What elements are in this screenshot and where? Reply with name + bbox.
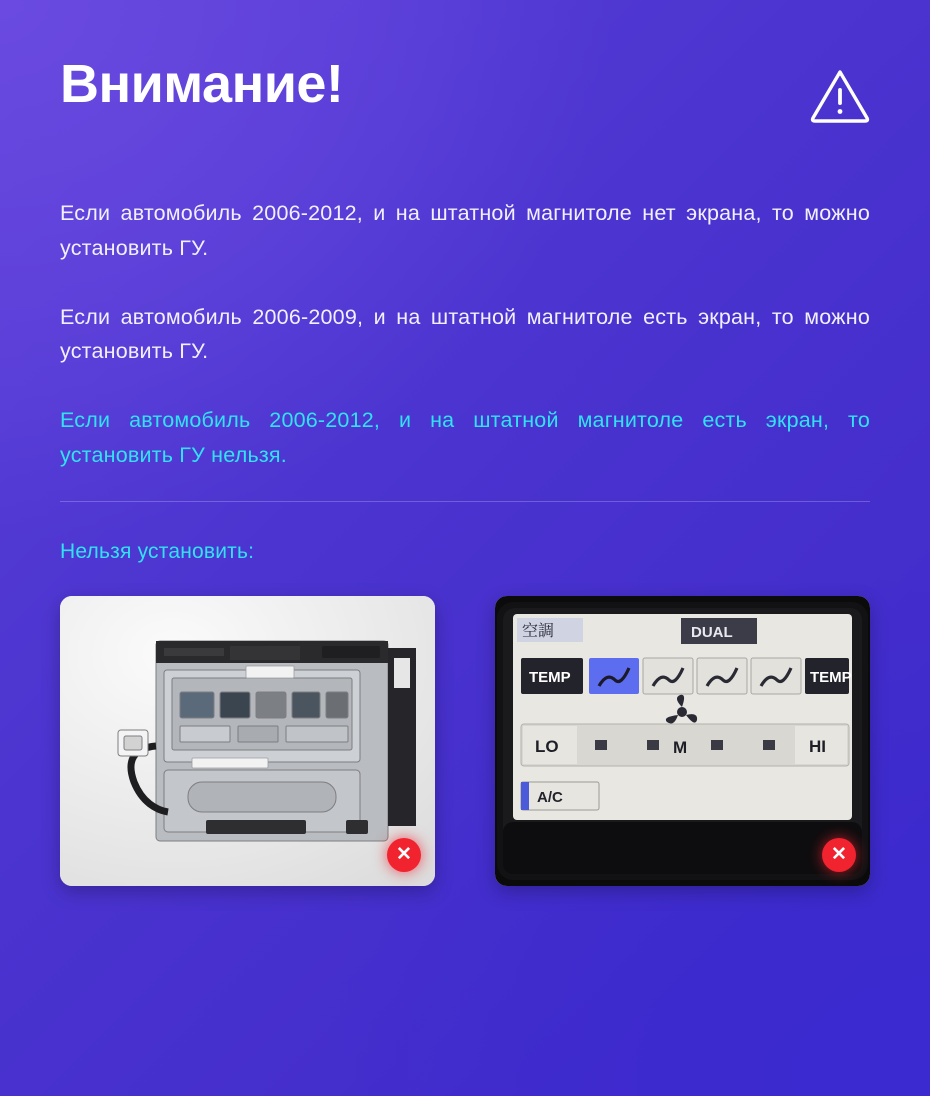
gallery-item-climate-panel[interactable] xyxy=(495,596,870,886)
gallery xyxy=(60,596,870,886)
warning-triangle-icon xyxy=(810,68,870,124)
paragraph-3: Если автомобиль 2006-2012, и на штатной магнитоле есть экран, то установить ГУ нельзя. xyxy=(60,408,870,468)
section-divider xyxy=(60,501,870,502)
page-header xyxy=(60,0,870,124)
svg-text:DUAL: DUAL xyxy=(691,623,733,641)
svg-text:HI: HI xyxy=(809,736,826,756)
svg-text:TEMP: TEMP xyxy=(529,668,571,686)
not-allowed-badge: ✕ xyxy=(387,838,421,872)
warning-text-block xyxy=(60,196,870,473)
not-allowed-badge: ✕ xyxy=(822,838,856,872)
svg-text:A/C: A/C xyxy=(537,788,563,806)
gallery-subtitle: Нельзя установить: xyxy=(60,539,255,563)
head-unit-chassis-photo xyxy=(60,596,435,886)
svg-text:LO: LO xyxy=(535,736,559,756)
svg-text:M: M xyxy=(673,737,688,757)
paragraph-1: Если автомобиль 2006-2012, и на штатной магнитоле нет экрана, то можно установить ГУ. xyxy=(60,201,870,260)
paragraph-2: Если автомобиль 2006-2009, и на штатной магнитоле есть экран, то можно установить ГУ. xyxy=(60,304,870,364)
page-title: Внимание! xyxy=(60,54,344,114)
svg-text:TEMP: TEMP xyxy=(810,668,852,686)
svg-text:空調: 空調 xyxy=(522,620,555,640)
gallery-item-head-unit[interactable] xyxy=(60,596,435,886)
climate-control-panel-photo xyxy=(495,596,870,886)
